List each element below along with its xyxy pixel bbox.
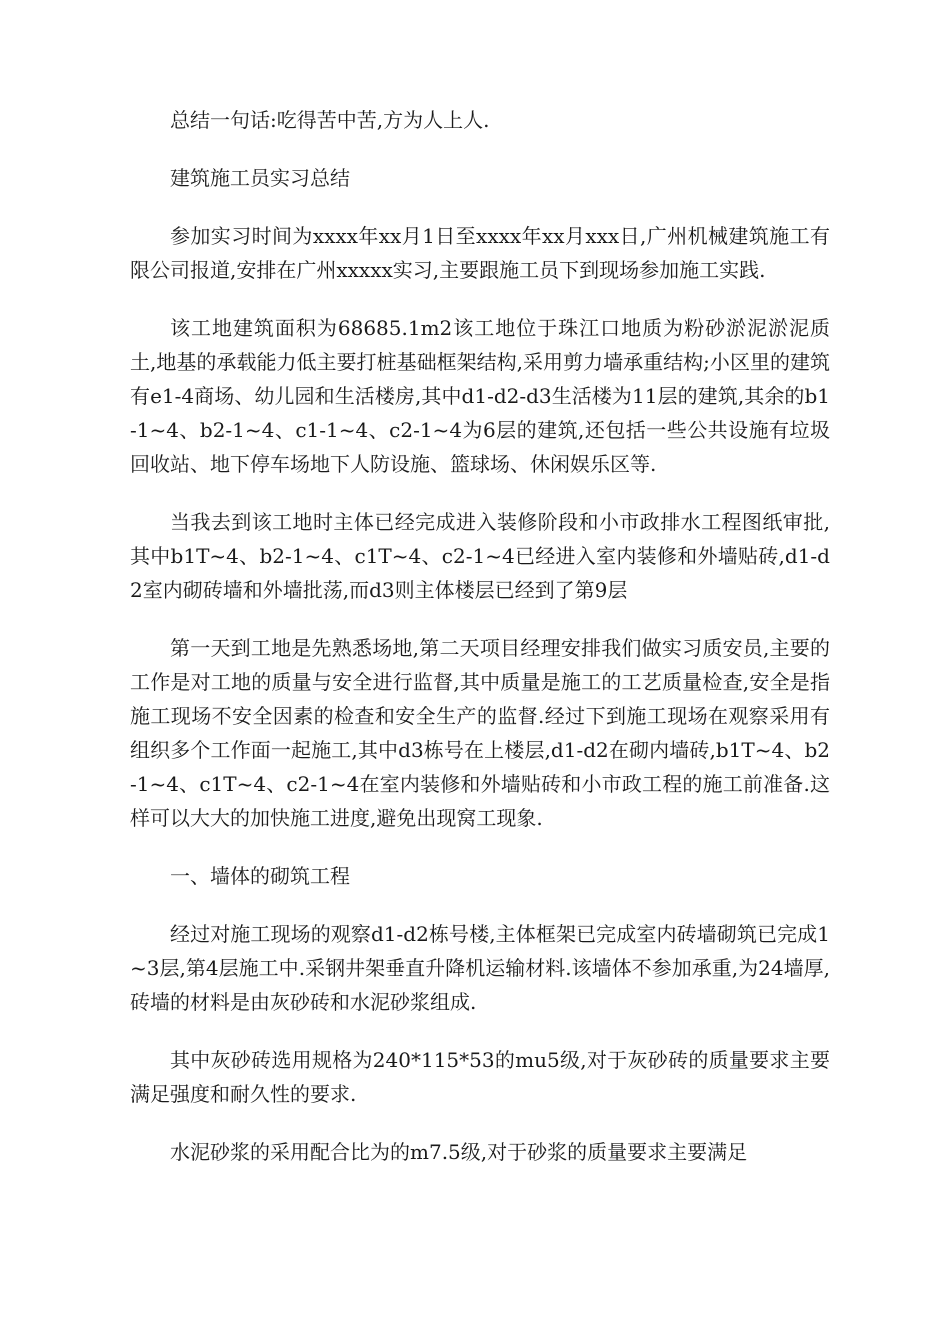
subsection-heading-masonry: 一、墙体的砌筑工程: [170, 864, 350, 888]
paragraph-first-day: 第一天到工地是先熟悉场地,第二天项目经理安排我们做实习质安员,主要的工作是对工地的质量与安全进行监督,其中质量是施工的工艺质量检查,安全是指施工现场不安全因素的检查和安全生产的监督.经过下到施工现场在观察采用有组织多个工作面一起施工,其中d3栋号在上楼层,d1-d2在砌内墙砖,b1T~4、b2-1~4、c1T~4、c2-1~4在室内装修和外墙贴砖和小市政工程的施工前准备.这样可以大大的加快施工进度,避免出现窝工现象.: [130, 636, 830, 830]
paragraph-masonry-observation: 经过对施工现场的观察d1-d2栋号楼,主体框架已完成室内砖墙砌筑已完成1~3层,第4层施工中.采钢井架垂直升降机运输材料.该墙体不参加承重,为24墙厚,砖墙的材料是由灰砂砖和水泥砂浆组成.: [130, 922, 830, 1014]
summary-line: 总结一句话:吃得苦中苦,方为人上人.: [170, 108, 490, 132]
paragraph-brick-spec: 其中灰砂砖选用规格为240*115*53的mu5级,对于灰砂砖的质量要求主要满足强度和耐久性的要求.: [130, 1048, 830, 1106]
paragraph-site-status: 当我去到该工地时主体已经完成进入装修阶段和小市政排水工程图纸审批,其中b1T~4、b2-1~4、c1T~4、c2-1~4已经进入室内装修和外墙贴砖,d1-d2室内砌砖墙和外墙批荡,而d3则主体楼层已经到了第9层: [130, 510, 830, 602]
document-body: [130, 103, 830, 1193]
paragraph-site-overview: 该工地建筑面积为68685.1m2该工地位于珠江口地质为粉砂淤泥淤泥质土,地基的承载能力低主要打桩基础框架结构,采用剪力墙承重结构;小区里的建筑有e1-4商场、幼儿园和生活楼房,其中d1-d2-d3生活楼为11层的建筑,其余的b1-1~4、b2-1~4、c1-1~4、c2-1~4为6层的建筑,还包括一些公共设施有垃圾回收站、地下停车场地下人防设施、篮球场、休闲娱乐区等.: [130, 316, 830, 476]
section-heading: 建筑施工员实习总结: [170, 166, 350, 190]
paragraph-internship-time: 参加实习时间为xxxx年xx月1日至xxxx年xx月xxx日,广州机械建筑施工有限公司报道,安排在广州xxxxx实习,主要跟施工员下到现场参加施工实践.: [130, 224, 830, 282]
paragraph-mortar-spec: 水泥砂浆的采用配合比为的m7.5级,对于砂浆的质量要求主要满足: [170, 1140, 748, 1164]
